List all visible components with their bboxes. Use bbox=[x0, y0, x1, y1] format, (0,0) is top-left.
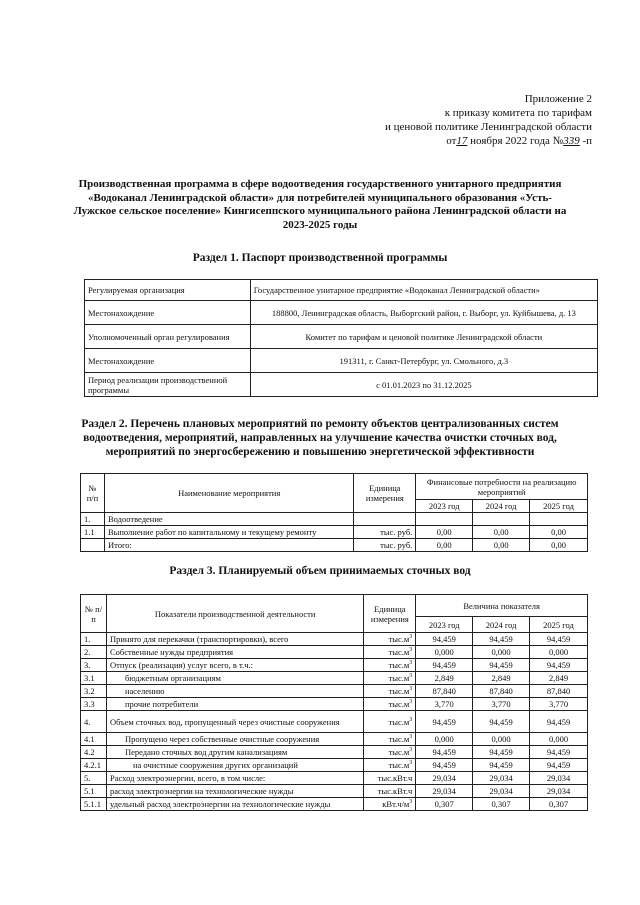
row-value: 0,307 bbox=[530, 798, 588, 811]
row-value bbox=[530, 513, 588, 526]
unit-text: тыс.м bbox=[388, 734, 410, 744]
passport-row bbox=[85, 373, 598, 397]
row-value: 0,00 bbox=[416, 526, 473, 539]
row-value: 94,459 bbox=[530, 746, 588, 759]
row-name: Расход электроэнергии, всего, в том числе: bbox=[106, 772, 363, 785]
row-value: 0,000 bbox=[530, 646, 588, 659]
row-value: 3,770 bbox=[416, 698, 473, 711]
row-name: Собственные нужды предприятия bbox=[106, 646, 363, 659]
table-row bbox=[81, 526, 588, 539]
row-value: 87,840 bbox=[473, 685, 530, 698]
passport-value: 188800, Ленинградская область, Выборгский район, г. Выборг, ул. Куйбышева, д. 13 bbox=[250, 301, 597, 325]
volume-table bbox=[80, 594, 588, 811]
row-value: 3,770 bbox=[530, 698, 588, 711]
col-year-2025: 2025 год bbox=[530, 500, 588, 513]
section2-heading: Раздел 2. Перечень плановых мероприятий по ремонту объектов централизованных систем водоотведения, мероприятий, направленных на улучшение качества очистки сточных вод, мероприятий по энергосбережению и повышению энергетической эффективности bbox=[81, 418, 559, 458]
row-value: 94,459 bbox=[416, 711, 473, 733]
row-unit bbox=[364, 659, 416, 672]
date-mid: ноября 2022 года № bbox=[470, 135, 564, 147]
table-row bbox=[81, 746, 588, 759]
table-row bbox=[81, 659, 588, 672]
row-value: 0,00 bbox=[416, 539, 473, 552]
row-value: 94,459 bbox=[530, 759, 588, 772]
row-num: 4. bbox=[81, 711, 107, 733]
row-value bbox=[416, 513, 473, 526]
row-value: 94,459 bbox=[473, 759, 530, 772]
row-unit bbox=[364, 685, 416, 698]
row-name: расход электроэнергии на технологические нужды bbox=[106, 785, 363, 798]
unit-text: тыс.м bbox=[388, 747, 410, 757]
passport-label: Регулируемая организация bbox=[85, 280, 251, 301]
passport-row bbox=[85, 301, 598, 325]
row-unit bbox=[364, 698, 416, 711]
row-value: 0,307 bbox=[473, 798, 530, 811]
table-row bbox=[81, 513, 588, 526]
program-title: Производственная программа в сфере водоотведения государственного унитарного предприятия «Водоканал Ленинградской области» для потребителей муниципального образования «Усть-Лужское сельское поселение» Кингисеппского муниципального района Ленинградской области на 2023-2025 годы bbox=[73, 178, 567, 231]
date-suffix: -п bbox=[582, 135, 592, 147]
unit-text: тыс.м bbox=[388, 647, 410, 657]
unit-superscript: 3 bbox=[409, 673, 413, 680]
unit-text: тыс.кВт.ч bbox=[377, 786, 413, 796]
row-name: Принято для перекачки (транспортировки), всего bbox=[106, 633, 363, 646]
row-name: Выполнение работ по капитальному и текущему ремонту bbox=[104, 526, 353, 539]
measures-table bbox=[80, 473, 588, 552]
unit-text: тыс.м bbox=[388, 716, 410, 727]
table-row bbox=[81, 539, 588, 552]
row-value: 0,00 bbox=[530, 526, 588, 539]
row-value: 87,840 bbox=[530, 685, 588, 698]
row-unit bbox=[364, 633, 416, 646]
passport-row bbox=[85, 349, 598, 373]
col-name: Наименование мероприятия bbox=[104, 474, 353, 513]
row-num: 3. bbox=[81, 659, 107, 672]
unit-text: тыс.м bbox=[388, 686, 410, 696]
row-value: 94,459 bbox=[473, 746, 530, 759]
passport-value: с 01.01.2023 по 31.12.2025 bbox=[250, 373, 597, 397]
unit-text: кВт.ч/м bbox=[382, 799, 410, 809]
unit-superscript: 3 bbox=[409, 734, 413, 741]
row-unit bbox=[364, 759, 416, 772]
col-unit: Единица измерения bbox=[354, 474, 416, 513]
appendix-header bbox=[352, 92, 592, 148]
row-num: 5.1 bbox=[81, 785, 107, 798]
row-value: 0,00 bbox=[473, 539, 530, 552]
col-fin: Финансовые потребности на реализацию мероприятий bbox=[416, 474, 588, 500]
row-value: 94,459 bbox=[473, 659, 530, 672]
unit-superscript: 3 bbox=[409, 747, 413, 754]
row-value: 94,459 bbox=[416, 759, 473, 772]
table-row bbox=[81, 759, 588, 772]
row-value: 87,840 bbox=[416, 685, 473, 698]
row-value: 0,000 bbox=[473, 733, 530, 746]
row-value: 0,00 bbox=[473, 526, 530, 539]
row-value: 29,034 bbox=[416, 772, 473, 785]
date-prefix: от bbox=[446, 135, 457, 147]
row-unit bbox=[364, 672, 416, 685]
row-num: 5. bbox=[81, 772, 107, 785]
row-name: Отпуск (реализация) услуг всего, в т.ч.: bbox=[106, 659, 363, 672]
row-value: 94,459 bbox=[473, 711, 530, 733]
row-num: 3.3 bbox=[81, 698, 107, 711]
appendix-date bbox=[352, 134, 592, 148]
row-name: Передано сточных вод другим канализациям bbox=[106, 746, 363, 759]
row-value: 94,459 bbox=[530, 711, 588, 733]
col-year-2023: 2023 год bbox=[416, 500, 473, 513]
passport-value: Комитет по тарифам и ценовой политике Ленинградской области bbox=[250, 325, 597, 349]
row-num bbox=[81, 539, 105, 552]
unit-superscript: 3 bbox=[409, 660, 413, 667]
row-num: 1. bbox=[81, 513, 105, 526]
unit-text: тыс.м bbox=[388, 673, 410, 683]
row-value: 29,034 bbox=[416, 785, 473, 798]
col-year-2023: 2023 год bbox=[416, 617, 473, 633]
table-row bbox=[81, 672, 588, 685]
table-row bbox=[81, 785, 588, 798]
table-row bbox=[81, 772, 588, 785]
row-unit: тыс. руб. bbox=[354, 526, 416, 539]
row-value: 29,034 bbox=[473, 785, 530, 798]
passport-value: Государственное унитарное предприятие «Водоканал Ленинградской области» bbox=[250, 280, 597, 301]
unit-superscript: 3 bbox=[409, 760, 413, 767]
row-value: 3,770 bbox=[473, 698, 530, 711]
col-year-2024: 2024 год bbox=[473, 500, 530, 513]
row-num: 1.1 bbox=[81, 526, 105, 539]
unit-superscript: 3 bbox=[409, 634, 413, 641]
passport-label: Местонахождение bbox=[85, 349, 251, 373]
section3-heading: Раздел 3. Планируемый объем принимаемых сточных вод bbox=[169, 565, 471, 577]
row-name: Итого: bbox=[104, 539, 353, 552]
row-unit: тыс. руб. bbox=[354, 539, 416, 552]
table-row bbox=[81, 646, 588, 659]
row-value: 0,307 bbox=[416, 798, 473, 811]
row-value: 0,00 bbox=[530, 539, 588, 552]
unit-superscript: 3 bbox=[409, 647, 413, 654]
row-name: бюджетным организациям bbox=[106, 672, 363, 685]
passport-value: 191311, г. Санкт-Петербург, ул. Смольного, д.3 bbox=[250, 349, 597, 373]
appendix-line-2: к приказу комитета по тарифам bbox=[444, 107, 592, 119]
unit-text: тыс.м bbox=[388, 634, 410, 644]
row-num: 2. bbox=[81, 646, 107, 659]
col-num: № п/п bbox=[81, 474, 105, 513]
col-year-2024: 2024 год bbox=[473, 617, 530, 633]
table-row bbox=[81, 733, 588, 746]
unit-text: тыс.м bbox=[388, 660, 410, 670]
row-num: 3.1 bbox=[81, 672, 107, 685]
unit-superscript: 3 bbox=[409, 699, 413, 706]
row-num: 4.2 bbox=[81, 746, 107, 759]
row-value: 94,459 bbox=[416, 746, 473, 759]
row-num: 1. bbox=[81, 633, 107, 646]
appendix-line-3: и ценовой политике Ленинградской области bbox=[384, 121, 592, 133]
table-row bbox=[81, 798, 588, 811]
passport-label: Местонахождение bbox=[85, 301, 251, 325]
passport-label: Период реализации производственной программы bbox=[85, 373, 251, 397]
row-unit bbox=[364, 746, 416, 759]
row-value: 94,459 bbox=[530, 633, 588, 646]
row-name: удельный расход электроэнергии на технологические нужды bbox=[106, 798, 363, 811]
unit-superscript: 3 bbox=[409, 686, 413, 693]
unit-superscript: 3 bbox=[409, 799, 413, 806]
row-unit bbox=[364, 798, 416, 811]
row-num: 3.2 bbox=[81, 685, 107, 698]
row-value: 29,034 bbox=[473, 772, 530, 785]
row-unit bbox=[364, 772, 416, 785]
row-unit bbox=[364, 646, 416, 659]
passport-label: Уполномоченный орган регулирования bbox=[85, 325, 251, 349]
row-value: 2,849 bbox=[416, 672, 473, 685]
col-name: Показатели производственной деятельности bbox=[106, 595, 363, 633]
row-value: 94,459 bbox=[473, 633, 530, 646]
row-value: 29,034 bbox=[530, 772, 588, 785]
row-value bbox=[473, 513, 530, 526]
table-row bbox=[81, 685, 588, 698]
row-name: Объем сточных вод, пропущенный через очистные сооружения bbox=[106, 711, 363, 733]
row-value: 94,459 bbox=[416, 659, 473, 672]
table-row bbox=[81, 711, 588, 733]
row-unit bbox=[364, 711, 416, 733]
section1-heading: Раздел 1. Паспорт производственной программы bbox=[192, 252, 448, 264]
row-unit bbox=[364, 785, 416, 798]
row-value: 2,849 bbox=[473, 672, 530, 685]
row-num: 4.1 bbox=[81, 733, 107, 746]
row-num: 5.1.1 bbox=[81, 798, 107, 811]
col-year-2025: 2025 год bbox=[530, 617, 588, 633]
row-unit bbox=[364, 733, 416, 746]
appendix-title: Приложение 2 bbox=[524, 93, 592, 105]
row-name: Пропущено через собственные очистные сооружения bbox=[106, 733, 363, 746]
unit-text: тыс.кВт.ч bbox=[377, 773, 413, 783]
row-num: 4.2.1 bbox=[81, 759, 107, 772]
unit-superscript: 3 bbox=[409, 716, 413, 723]
row-name: Водоотведение bbox=[104, 513, 353, 526]
row-value: 94,459 bbox=[416, 633, 473, 646]
passport-row bbox=[85, 280, 598, 301]
passport-row bbox=[85, 325, 598, 349]
row-value: 94,459 bbox=[530, 659, 588, 672]
row-unit bbox=[354, 513, 416, 526]
col-unit: Единица измерения bbox=[364, 595, 416, 633]
col-num: № п/п bbox=[81, 595, 107, 633]
table-row bbox=[81, 633, 588, 646]
row-value: 29,034 bbox=[530, 785, 588, 798]
table-row bbox=[81, 698, 588, 711]
row-value: 0,000 bbox=[416, 733, 473, 746]
row-name: на очистные сооружения других организаций bbox=[106, 759, 363, 772]
passport-table bbox=[84, 279, 598, 397]
row-value: 0,000 bbox=[473, 646, 530, 659]
col-value: Величина показателя bbox=[416, 595, 588, 617]
date-day: 17 bbox=[456, 135, 468, 147]
row-name: населению bbox=[106, 685, 363, 698]
row-value: 2,849 bbox=[530, 672, 588, 685]
row-value: 0,000 bbox=[530, 733, 588, 746]
unit-text: тыс.м bbox=[388, 699, 410, 709]
row-value: 0,000 bbox=[416, 646, 473, 659]
order-number: 339 bbox=[563, 135, 580, 147]
row-name: прочие потребители bbox=[106, 698, 363, 711]
unit-text: тыс.м bbox=[388, 760, 410, 770]
